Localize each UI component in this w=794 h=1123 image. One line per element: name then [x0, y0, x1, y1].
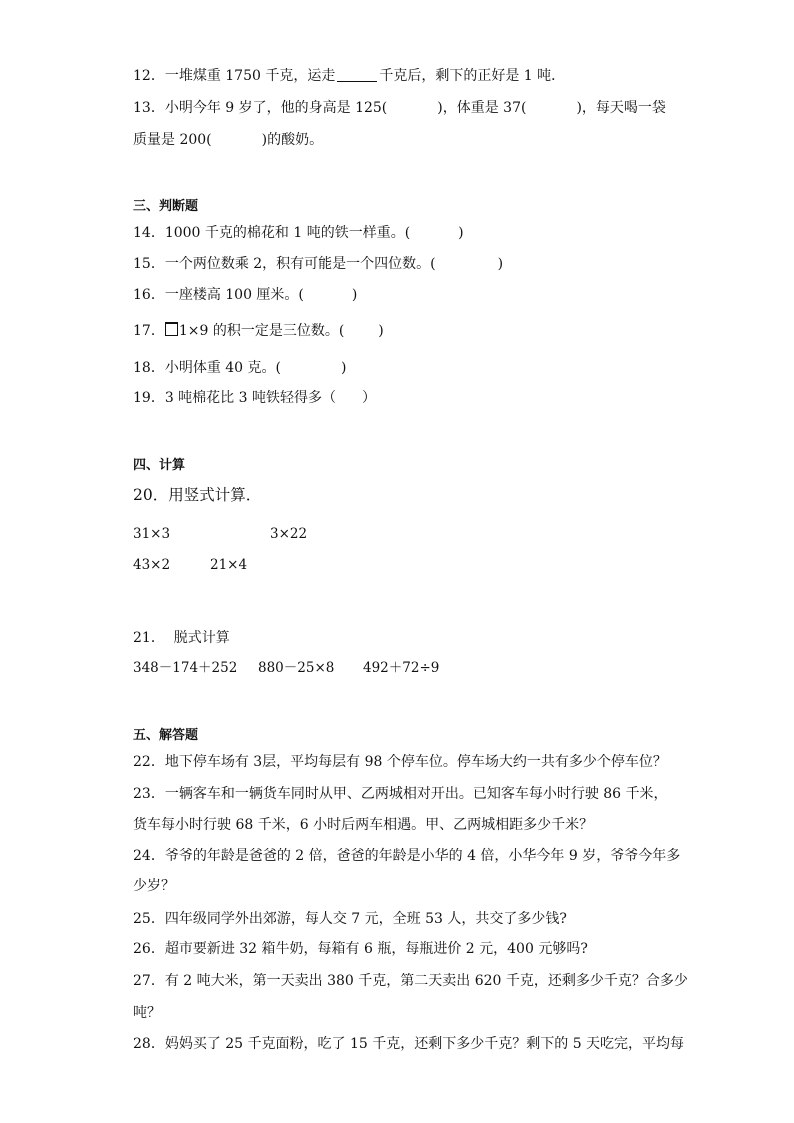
q13-text-b: )，体重是 37( [437, 100, 527, 116]
question-21: 21． 脱式计算 [133, 630, 230, 646]
question-24-line-1: 24．爷爷的年龄是爸爸的 2 倍，爸爸的年龄是小华的 4 倍，小华今年 9 岁，爷爷今年多 [133, 848, 681, 864]
q19-paren-close: ） [361, 390, 376, 406]
question-13-line-2 [133, 130, 323, 150]
answer-blank[interactable] [337, 67, 377, 82]
q16-paren-close: ) [351, 287, 358, 303]
q17-text: 1×9 的积一定是三位数。( [178, 323, 345, 339]
calc-item: 492＋72÷9 [363, 660, 440, 676]
q13-text-d: 质量是 200( [133, 132, 212, 148]
q15-text: 15．一个两位数乘 2，积有可能是一个四位数。( [133, 256, 436, 272]
section-title-calculation: 四、计算 [133, 458, 186, 473]
calc-item: 21×4 [210, 557, 248, 573]
question-20: 20．用竖式计算． [133, 486, 262, 504]
calc-item: 3×22 [270, 526, 308, 542]
q12-text-b: 千克后，剩下的正好是 1 吨． [379, 68, 566, 84]
calc-item: 348－174＋252 [133, 660, 238, 676]
question-25: 25．四年级同学外出郊游，每人交 7 元，全班 53 人，共交了多少钱? [133, 911, 567, 927]
question-15 [133, 254, 503, 274]
question-24-line-2: 少岁？ [133, 878, 175, 894]
q17-number: 17． [133, 323, 165, 339]
question-16 [133, 285, 357, 305]
question-28: 28．妈妈买了 25 千克面粉，吃了 15 千克，还剩下多少千克？剩下的 5 天吃完，平均每 [133, 1036, 685, 1052]
q13-text-c: )，每天喝一袋 [576, 100, 666, 116]
calc-item: 43×2 [133, 557, 171, 573]
question-14 [133, 223, 464, 243]
q13-text-a: 13．小明今年 9 岁了，他的身高是 125( [133, 100, 388, 116]
q19-text: 19．3 吨棉花比 3 吨铁轻得多（ [133, 390, 336, 406]
question-19 [133, 388, 376, 408]
question-22: 22．地下停车场有 3层，平均每层有 98 个停车位。停车场大约一共有多少个停车位？ [133, 754, 667, 770]
calc-item: 880－25×8 [258, 660, 335, 676]
q14-paren-close: ) [458, 225, 464, 241]
question-27-line-2: 吨？ [133, 1005, 161, 1021]
q15-paren-close: ) [497, 256, 504, 272]
q12-text-a: 12．一堆煤重 1750 千克，运走 [133, 68, 336, 84]
question-23-line-1: 23．一辆客车和一辆货车同时从甲、乙两城相对开出。已知客车每小时行驶 86 千米， [133, 786, 668, 802]
question-17 [133, 321, 384, 341]
q18-paren-close: ) [341, 360, 347, 376]
q13-text-e: )的酸奶。 [261, 132, 324, 148]
question-13-line-1 [133, 98, 666, 118]
section-title-word-problems: 五、解答题 [133, 728, 199, 743]
section-title-judgement: 三、判断题 [133, 199, 199, 214]
calc-item: 31×3 [133, 526, 171, 542]
q18-text: 18．小明体重 40 克。( [133, 360, 281, 376]
question-27-line-1: 27．有 2 吨大米，第一天卖出 380 千克，第二天卖出 620 千克，还剩多少千克？合多少 [133, 973, 688, 989]
question-26: 26．超市要新进 32 箱牛奶，每箱有 6 瓶，每瓶进价 2 元，400 元够吗? [133, 941, 588, 957]
q16-text: 16．一座楼高 100 厘米。( [133, 287, 304, 303]
q14-text: 14．1000 千克的棉花和 1 吨的铁一样重。( [133, 225, 411, 241]
question-12 [133, 66, 565, 86]
q17-paren-close: ) [378, 323, 384, 339]
blank-box-icon [165, 322, 178, 336]
question-23-line-2: 货车每小时行驶 68 千米，6 小时后两车相遇。甲、乙两城相距多少千米？ [133, 817, 594, 833]
question-18 [133, 358, 346, 378]
